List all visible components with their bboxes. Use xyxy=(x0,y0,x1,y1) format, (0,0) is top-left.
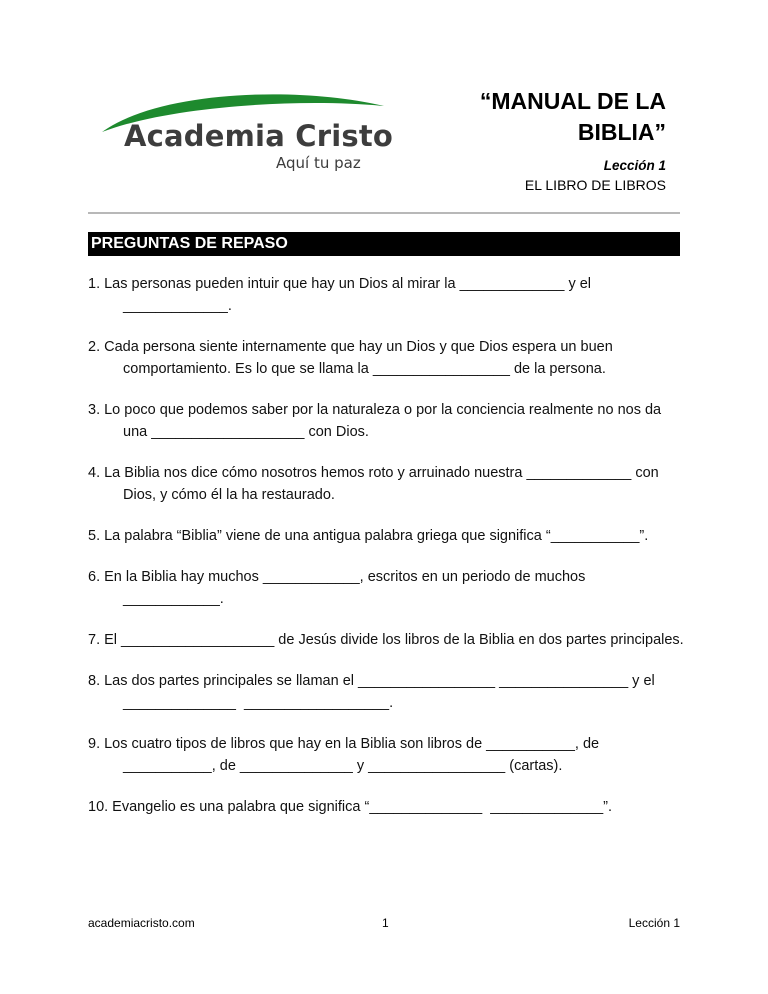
footer-lesson: Lección 1 xyxy=(628,916,680,930)
lesson-label: Lección 1 xyxy=(603,158,666,173)
question-4: 4. La Biblia nos dice cómo nosotros hemos roto y arruinado nuestra _____________ con Dios, y cómo él la ha restaurado. xyxy=(88,465,663,503)
header-divider xyxy=(88,212,680,214)
logo-tagline: Aquí tu paz xyxy=(276,154,361,172)
section-header: PREGUNTAS DE REPASO xyxy=(88,232,680,256)
question-2: 2. Cada persona siente internamente que hay un Dios y que Dios espera un buen comportamiento. Es lo que se llama la _________________ de la persona. xyxy=(88,339,617,377)
document-title-block xyxy=(346,86,666,193)
question-1: 1. Las personas pueden intuir que hay un Dios al mirar la _____________ y el _____________. xyxy=(88,276,596,314)
footer-page-number: 1 xyxy=(382,916,389,930)
question-list xyxy=(88,273,688,837)
question-3: 3. Lo poco que podemos saber por la naturaleza o por la conciencia realmente no nos da una ___________________ con Dios. xyxy=(88,402,666,440)
question-7: 7. El ___________________ de Jesús divide los libros de la Biblia en dos partes principales. xyxy=(88,632,684,648)
lesson-subtitle: EL LIBRO DE LIBROS xyxy=(524,177,666,193)
question-5: 5. La palabra “Biblia” viene de una antigua palabra griega que significa “___________”. xyxy=(88,528,649,544)
question-9: 9. Los cuatro tipos de libros que hay en la Biblia son libros de ___________, de ___________, de ______________ y _________________ (cartas). xyxy=(88,736,604,774)
logo-name: Academia Cristo xyxy=(124,119,394,153)
document-title-line-2: BIBLIA” xyxy=(577,119,666,145)
question-10: 10. Evangelio es una palabra que significa “______________ ______________”. xyxy=(88,799,613,815)
document-title-line-1: “MANUAL DE LA xyxy=(479,88,666,114)
question-8: 8. Las dos partes principales se llaman el _________________ ________________ y el ______________ __________________. xyxy=(88,673,659,711)
question-6: 6. En la Biblia hay muchos ____________, escritos en un periodo de muchos ____________. xyxy=(88,569,590,607)
footer-website: academiacristo.com xyxy=(88,916,195,930)
